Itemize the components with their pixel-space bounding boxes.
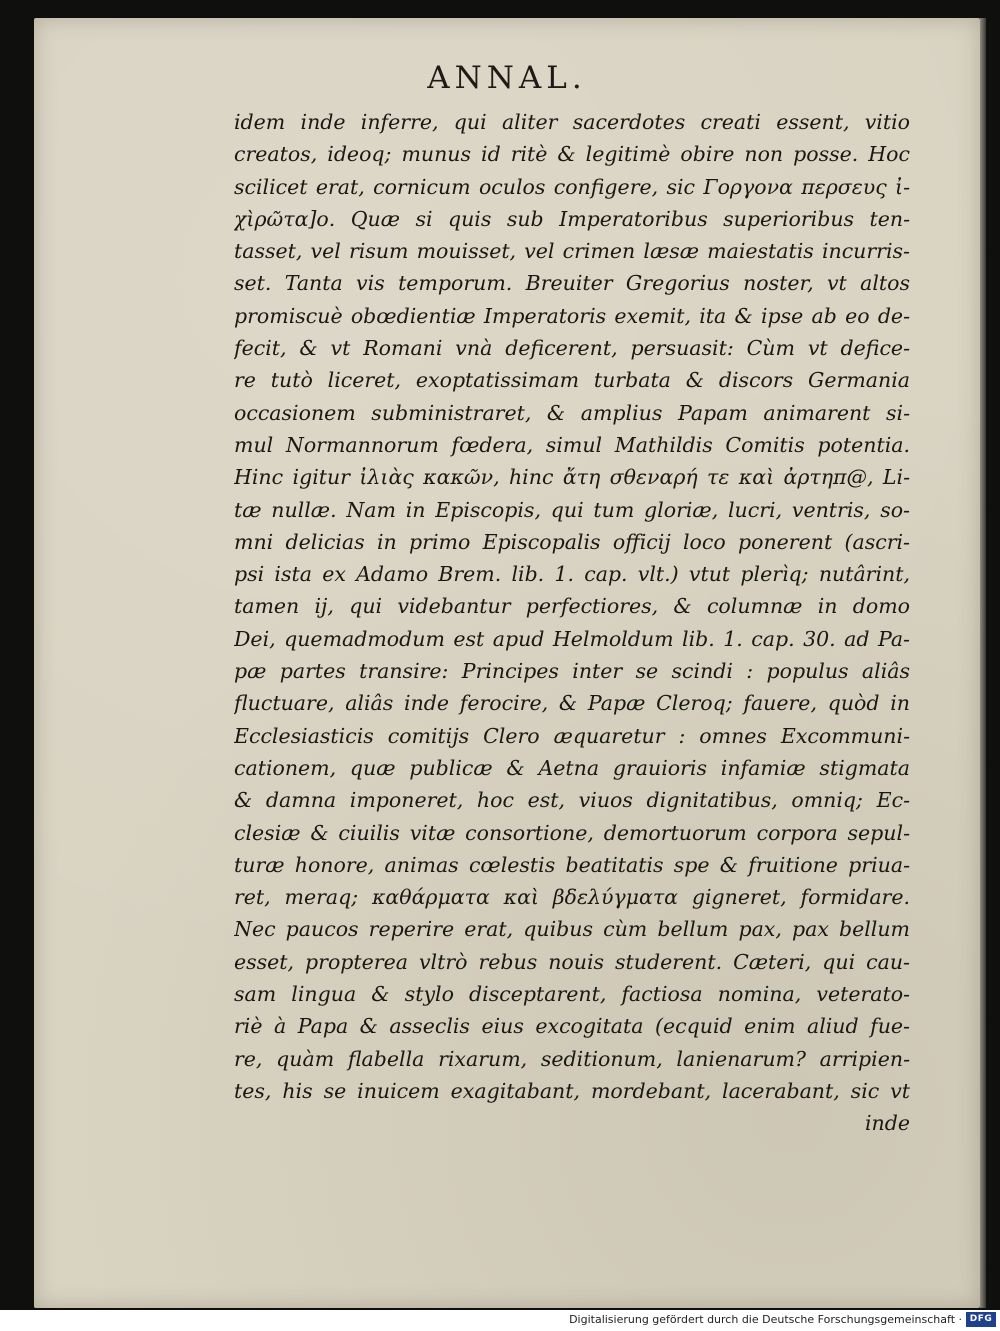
text-line: set. Tanta vis temporum. Breuiter Gregorius noster, vt altos bbox=[234, 271, 910, 296]
running-head: ANNAL. bbox=[427, 60, 587, 96]
text-block bbox=[234, 106, 910, 1140]
text-line: occasionem subministraret, & amplius Papam animarent si- bbox=[234, 400, 910, 425]
text-line: Nec paucos reperire erat, quibus cùm bellum pax, pax bellum bbox=[234, 917, 910, 942]
text-line: promiscuè obœdientiæ Imperatoris exemit, ita & ipse ab eo de- bbox=[234, 303, 910, 328]
text-line: fluctuare, aliâs inde ferocire, & Papæ Cleroq; fauere, quòd in bbox=[234, 691, 910, 716]
dfg-logo-icon: DFG bbox=[966, 1312, 996, 1327]
text-line: riè à Papa & asseclis eius excogitata (ecquid enim aliud fue- bbox=[234, 1014, 910, 1039]
text-line: tamen ij, qui videbantur perfectiores, & columnæ in domo bbox=[234, 594, 910, 619]
book-page bbox=[34, 18, 980, 1308]
text-line: χὶρῶτα]ο. Quæ si quis sub Imperatoribus superioribus ten- bbox=[234, 206, 910, 231]
text-line: tæ nullæ. Nam in Episcopis, qui tum gloriæ, lucri, ventris, so- bbox=[234, 497, 910, 522]
page-edge bbox=[980, 18, 986, 1308]
text-line: Dei, quemadmodum est apud Helmoldum lib. 1. cap. 30. ad Pa- bbox=[234, 626, 910, 651]
text-line: scilicet erat, cornicum oculos configere, sic Γοργονα περσευς ἰ- bbox=[234, 174, 910, 199]
text-line: tasset, vel risum mouisset, vel crimen læsæ maiestatis incurris- bbox=[234, 239, 910, 264]
text-line: esset, propterea vltrò rebus nouis studerent. Cæteri, qui cau- bbox=[234, 949, 910, 974]
text-line: clesiæ & ciuilis vitæ consortione, demortuorum corpora sepul- bbox=[234, 820, 910, 845]
text-line: cationem, quæ publicæ & Aetna grauioris infamiæ stigmata bbox=[234, 755, 910, 780]
text-line: Ecclesiasticis comitijs Clero æquaretur : omnes Excommuni- bbox=[234, 723, 910, 748]
dfg-credit-text: Digitalisierung gefördert durch die Deutsche Forschungsgemeinschaft · bbox=[569, 1313, 962, 1326]
text-line: ret, meraq; καθάρματα καὶ βδελύγματα gigneret, formidare. bbox=[234, 885, 910, 910]
text-line: mni delicias in primo Episcopalis officij loco ponerent (ascri- bbox=[234, 529, 910, 554]
text-line: idem inde inferre, qui aliter sacerdotes creati essent, vitio bbox=[234, 110, 910, 134]
text-line: tes, his se inuicem exagitabant, mordebant, lacerabant, sic vt bbox=[234, 1078, 910, 1103]
text-line: psi ista ex Adamo Brem. lib. 1. cap. vlt.) vtut plerìq; nutârint, bbox=[234, 562, 910, 587]
text-line: turæ honore, animas cœlestis beatitatis spe & fruitione priua- bbox=[234, 852, 910, 877]
text-line: & damna imponeret, hoc est, viuos dignitatibus, omniq; Ec- bbox=[234, 788, 910, 813]
text-line: re tutò liceret, exoptatissimam turbata & discors Germania bbox=[234, 368, 910, 393]
footer-bar bbox=[0, 1310, 1000, 1331]
catchword: inde bbox=[864, 1111, 910, 1136]
text-line: creatos, ideoq; munus id ritè & legitimè obire non posse. Hoc bbox=[234, 142, 910, 167]
text-line: mul Normannorum fœdera, simul Mathildis Comitis potentia. bbox=[234, 432, 910, 457]
text-line: pæ partes transire: Principes inter se scindi : populus aliâs bbox=[234, 659, 910, 684]
text-line: Hinc igitur ἰλιὰς κακῶν, hinc ἄτη σθεναρή τε καὶ ἀρτηπ@, Li- bbox=[234, 465, 910, 490]
text-line: sam lingua & stylo disceptarent, factiosa nomina, veterato- bbox=[234, 982, 910, 1007]
text-line: re, quàm flabella rixarum, seditionum, lanienarum? arripien- bbox=[234, 1046, 910, 1071]
text-line: fecit, & vt Romani vnà deficerent, persuasit: Cùm vt defice- bbox=[234, 336, 910, 361]
